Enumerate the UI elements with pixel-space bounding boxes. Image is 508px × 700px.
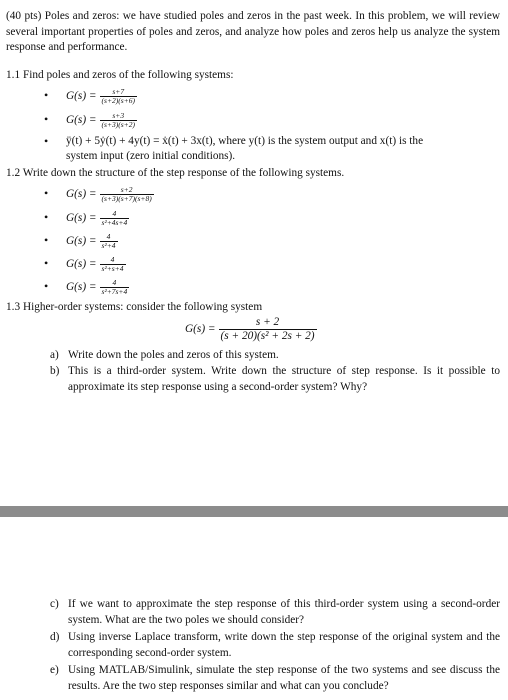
section-1-3-heading: 1.3 Higher-order systems: consider the following system: [6, 301, 263, 313]
question-text: If we want to approximate the step response of this third-order system using a second-order system. What are the two poles we should consider?: [68, 598, 500, 626]
bullet-icon: •: [44, 279, 49, 293]
section-1-2-heading: 1.2 Write down the structure of the step response of the following systems.: [6, 167, 345, 179]
eq-numerator: s+3: [112, 111, 125, 120]
eq-denominator: (s+3)(s+7)(s+8): [101, 194, 152, 203]
s13-equation: [185, 316, 317, 343]
eq-lhs: G(s) =: [185, 323, 216, 336]
question-label: d): [50, 631, 60, 643]
eq-numerator: 4: [110, 255, 115, 264]
problem-intro: (40 pts) Poles and zeros: we have studied poles and zeros in the past week. In this problem, we will review several important properties of poles and zeros, and analyze how poles and zeros help us analyze the system response and performance.: [6, 10, 500, 53]
ode-line-1: ÿ(t) + 5ẏ(t) + 4y(t) = ẋ(t) + 3x(t), where y(t) is the system output and x(t) is the: [66, 135, 424, 147]
eq-denominator: s²+s+4: [101, 264, 124, 273]
eq-numerator: 4: [112, 278, 117, 287]
eq-lhs: G(s) =: [66, 188, 97, 201]
eq-numerator: 4: [106, 232, 111, 241]
eq-numerator: s+2: [120, 185, 133, 194]
bullet-icon: •: [44, 256, 49, 270]
eq-denominator: s²+4s+4: [101, 218, 128, 227]
bullet-icon: •: [44, 186, 49, 200]
question-text: Write down the poles and zeros of this system.: [68, 349, 279, 361]
question-text: Using MATLAB/Simulink, simulate the step response of the two systems and see discuss the results. Are the two step responses similar and what can you conclude?: [68, 664, 500, 692]
question-c: [50, 597, 500, 628]
bullet-icon: •: [44, 88, 49, 102]
question-a: [50, 348, 500, 364]
eq-numerator: 4: [112, 209, 117, 218]
bullet-icon: •: [44, 112, 49, 126]
page-divider: [0, 506, 508, 517]
question-label: c): [50, 598, 59, 610]
eq-denominator: s²+7s+4: [101, 287, 128, 296]
question-label: b): [50, 365, 60, 377]
eq-lhs: G(s) =: [66, 212, 97, 225]
question-d: [50, 630, 500, 661]
question-label: e): [50, 664, 59, 676]
eq-denominator: (s + 20)(s² + 2s + 2): [220, 330, 315, 342]
eq-lhs: G(s) =: [66, 235, 97, 248]
eq-lhs: G(s) =: [66, 114, 97, 127]
bullet-icon: •: [44, 233, 49, 247]
eq-numerator: s + 2: [255, 316, 280, 328]
bullet-icon: •: [44, 210, 49, 224]
question-b: [50, 364, 500, 395]
ode-line-2: system input (zero initial conditions).: [66, 150, 236, 162]
section-1-1-heading: 1.1 Find poles and zeros of the following systems:: [6, 69, 234, 81]
eq-denominator: (s+2)(s+6): [101, 96, 135, 105]
eq-denominator: (s+3)(s+2): [101, 120, 135, 129]
eq-lhs: G(s) =: [66, 281, 97, 294]
eq-lhs: G(s) =: [66, 90, 97, 103]
eq-denominator: s²+4: [101, 241, 116, 250]
question-text: Using inverse Laplace transform, write down the step response of the original system and the corresponding second-order system.: [68, 631, 500, 659]
eq-lhs: G(s) =: [66, 258, 97, 271]
eq-numerator: s+7: [112, 87, 125, 96]
question-e: [50, 663, 500, 694]
s11-bullet-3: [44, 134, 494, 164]
question-text: This is a third-order system. Write down the structure of step response. Is it possible to approximate its step response using a second-order system? Why?: [68, 365, 500, 393]
question-label: a): [50, 349, 59, 361]
bullet-icon: •: [44, 134, 49, 148]
